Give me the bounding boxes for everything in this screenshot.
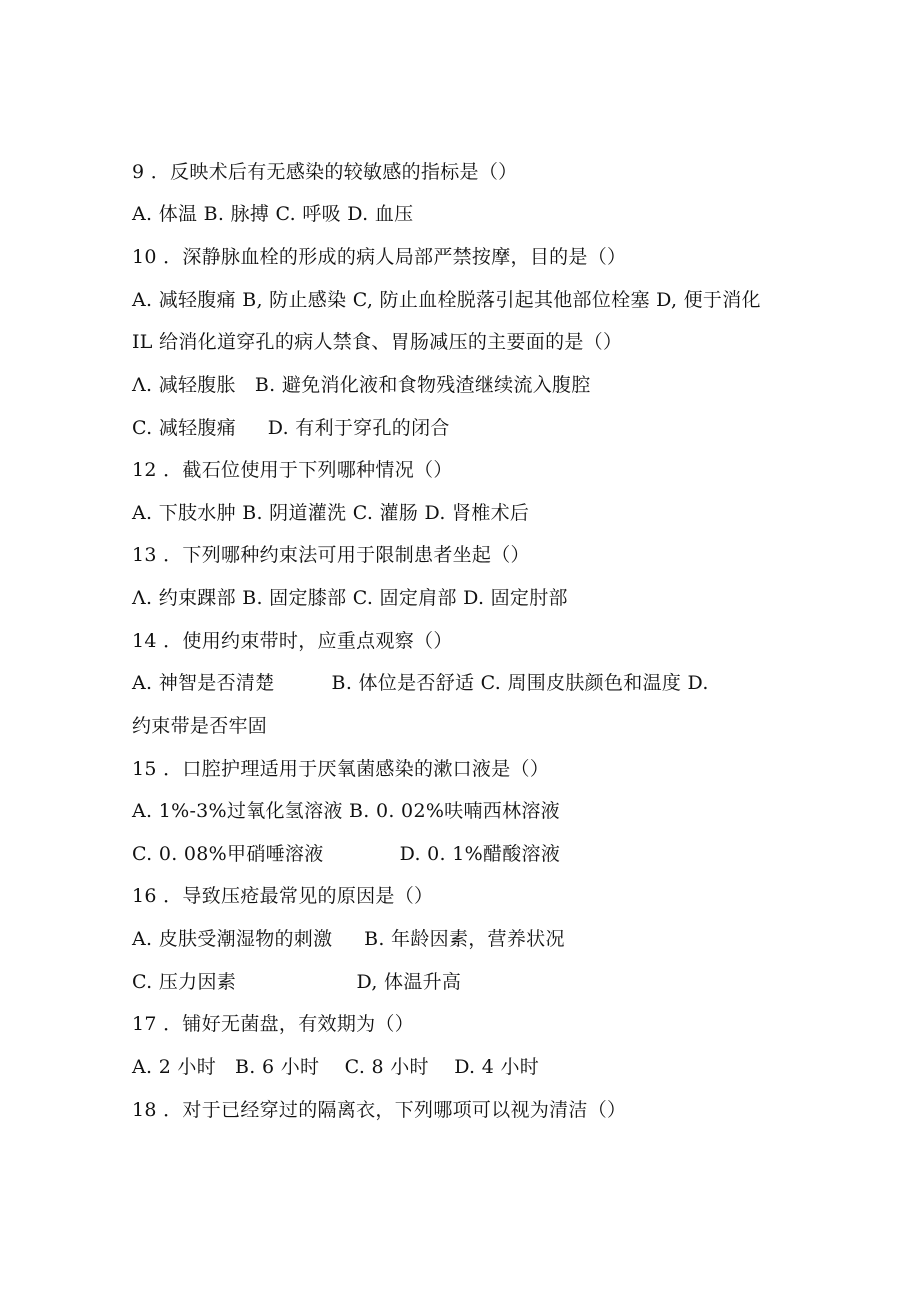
options-11-cd: C. 减轻腹痛 D. 有利于穿孔的闭合 — [132, 417, 450, 439]
options-14: A. 神智是否清楚 B. 体位是否舒适 C. 周围皮肤颜色和温度 D. — [132, 672, 709, 694]
question-18: 18 ．对于已经穿过的隔离衣，下列哪项可以视为清洁（） — [132, 1099, 627, 1121]
question-16: 16 ．导致压疮最常见的原因是（） — [132, 885, 434, 907]
options-16-cd: C. 压力因素 D, 体温升高 — [132, 971, 462, 993]
question-10: 10 ．深静脉血栓的形成的病人局部严禁按摩，目的是（） — [132, 246, 627, 268]
options-13: Λ. 约束踝部 B. 固定膝部 C. 固定肩部 D. 固定肘部 — [132, 587, 568, 609]
question-13: 13 ．下列哪种约束法可用于限制患者坐起（） — [132, 544, 530, 566]
question-15: 15 ．口腔护理适用于厌氧菌感染的漱口液是（） — [132, 758, 550, 780]
options-15-cd: C. 0. 08%甲硝唾溶液 D. 0. 1%醋酸溶液 — [132, 843, 561, 865]
options-11-ab: Λ. 减轻腹胀 B. 避免消化液和食物残渣继续流入腹腔 — [132, 374, 591, 396]
question-12: 12 ．截石位使用于下列哪种情况（） — [132, 459, 453, 481]
options-12: A. 下肢水肿 B. 阴道灌洗 C. 灌肠 D. 肾椎术后 — [132, 502, 530, 524]
question-11: IL 给消化道穿孔的病人禁食、胃肠减压的主要面的是（） — [132, 331, 623, 353]
question-17: 17 ．铺好无菌盘，有效期为（） — [132, 1013, 415, 1035]
options-9: A. 体温 B. 脉搏 C. 呼吸 D. 血压 — [132, 203, 414, 225]
question-14: 14 ．使用约束带时，应重点观察（） — [132, 630, 453, 652]
options-10: A. 减轻腹痛 B, 防止感染 C, 防止血栓脱落引起其他部位栓塞 D, 便于消化 — [132, 289, 761, 311]
options-16-ab: A. 皮肤受潮湿物的刺激 B. 年龄因素，营养状况 — [132, 928, 565, 950]
options-17: A. 2 小时 B. 6 小时 C. 8 小时 D. 4 小时 — [132, 1056, 540, 1078]
options-15-ab: A. 1%-3%过氧化氢溶液 B. 0. 02%呋喃西林溶液 — [132, 800, 560, 822]
question-9: 9 ．反映术后有无感染的较敏感的指标是（） — [132, 161, 518, 183]
options-14-cont: 约束带是否牢固 — [132, 715, 268, 737]
